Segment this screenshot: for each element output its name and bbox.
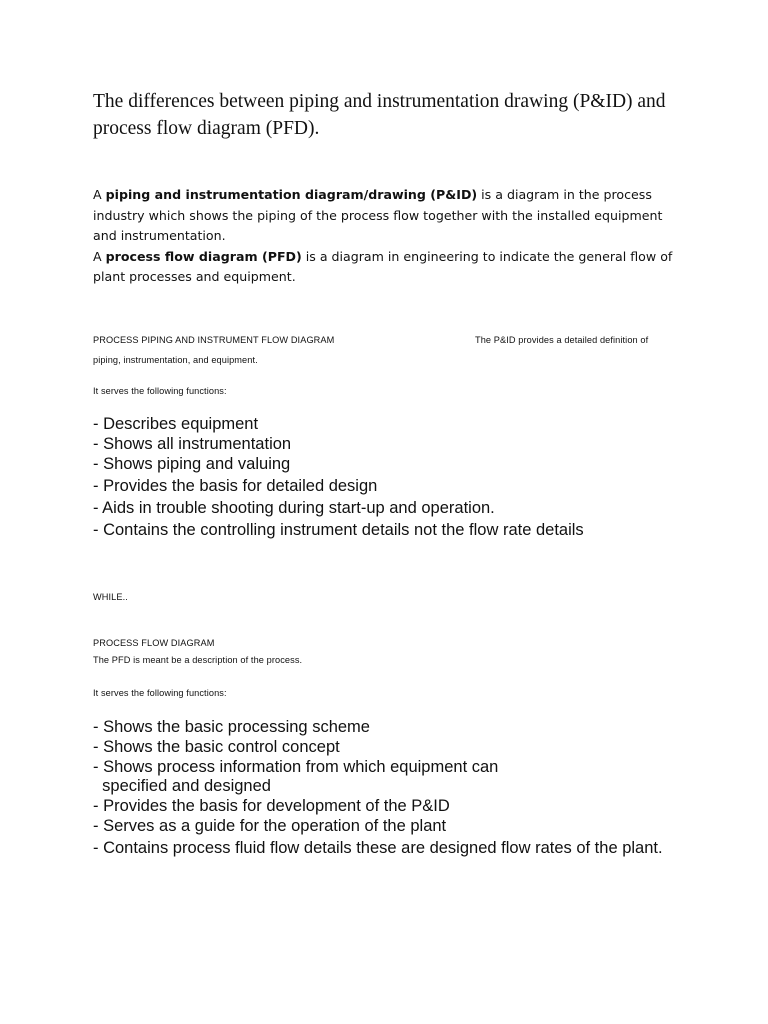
pid-section-heading: PROCESS PIPING AND INSTRUMENT FLOW DIAGRAM — [93, 335, 335, 345]
list-item: - Contains the controlling instrument details not the flow rate details — [93, 520, 584, 539]
pfd-term: process flow diagram (PFD) — [105, 248, 302, 264]
list-item: - Contains process fluid flow details these are designed flow rates of the plant. — [93, 838, 663, 857]
pfd-def-lead: A — [93, 248, 106, 264]
pid-functions-label: It serves the following functions: — [93, 386, 227, 396]
pid-functions-list — [93, 415, 683, 541]
intro-definitions — [93, 185, 683, 288]
pfd-section-heading: PROCESS FLOW DIAGRAM — [93, 638, 215, 648]
pid-def-lead: A — [93, 187, 106, 202]
list-item: - Shows the basic processing scheme — [93, 718, 370, 736]
pfd-functions-label: It serves the following functions: — [93, 688, 227, 698]
list-item: - Provides the basis for detailed design — [93, 477, 378, 496]
pfd-functions-list — [93, 718, 683, 859]
list-item: - Provides the basis for development of the P&ID — [93, 797, 450, 816]
pfd-def-text: is a diagram in engineering to indicate the general flow of plant processes and equipment. — [93, 248, 673, 284]
while-text: WHILE.. — [93, 592, 128, 602]
list-item: - Aids in trouble shooting during start-up and operation. — [93, 499, 495, 518]
pid-definition-end: piping, instrumentation, and equipment. — [93, 355, 258, 365]
list-item: - Shows process information from which equipment can — [93, 757, 499, 776]
pfd-definition: The PFD is meant be a description of the process. — [93, 655, 303, 665]
pid-def-text: is a diagram in the process industry which shows the piping of the process flow together with the installed equipment and instrumentation. — [93, 187, 663, 243]
pid-definition-start: The P&ID provides a detailed definition of — [475, 335, 649, 345]
pid-definition-paragraph — [93, 185, 683, 247]
pid-term: piping and instrumentation diagram/drawing (P&ID) — [105, 187, 478, 202]
list-item: - Shows piping and valuing — [93, 454, 291, 473]
list-item: - Shows all instrumentation — [93, 434, 292, 453]
pfd-definition-paragraph — [93, 247, 683, 288]
list-item: - Describes equipment — [93, 415, 259, 433]
document-title: The differences between piping and instrumentation drawing (P&ID) and process flow diagram (PFD). — [93, 91, 666, 139]
list-item: - Serves as a guide for the operation of the plant — [93, 816, 447, 835]
list-item: - Shows the basic control concept — [93, 737, 340, 756]
list-item: specified and designed — [93, 777, 271, 796]
